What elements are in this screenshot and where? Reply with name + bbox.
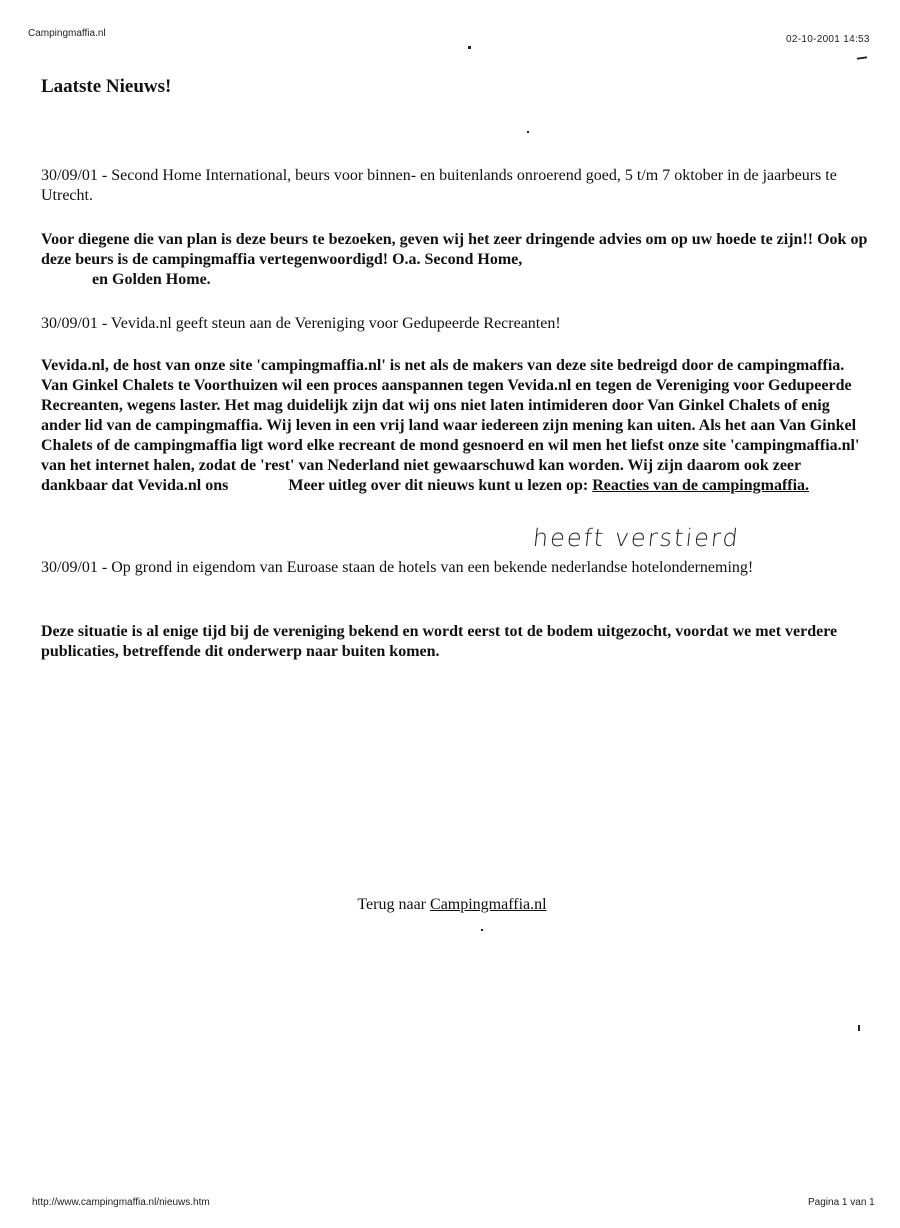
news-item-2-headline: 30/09/01 - Vevida.nl geeft steun aan de Vereniging voor Gedupeerde Recreanten! [41,315,561,332]
news-item-1-headline: 30/09/01 - Second Home International, beurs voor binnen- en buitenlands onroerend goed, 5 t/m 7 oktober in de jaarbeurs te Utrecht. [41,167,837,204]
handwritten-note: heeft verstierd [531,524,742,552]
news-item-1 [41,166,871,206]
back-link-prefix: Terug naar [357,896,427,913]
news-item-2-body [41,356,871,496]
news-item-3-body [41,622,871,662]
news-item-3-headline: 30/09/01 - Op grond in eigendom van Euroase staan de hotels van een bekende nederlandse hotelonderneming! [41,559,754,576]
news-item-1-body-text: Voor diegene die van plan is deze beurs te bezoeken, geven wij het zeer dringende advies om op uw hoede te zijn!! Ook op deze beurs is de campingmaffia vertegenwoordigd! O.a. Second Home, [41,231,868,268]
back-link-row [0,896,900,914]
scan-speck [857,56,867,59]
reacties-link[interactable]: Reacties van de campingmaffia. [592,477,810,494]
news-item-2-body-text: Vevida.nl, de host van onze site 'campingmaffia.nl' is net als de makers van deze site bedreigd door de campingmaffia. Van Ginkel Chalets te Voorthuizen wil een proces aanspannen tegen Vevida.nl en tegen de Vereniging voor Gedupeerde Recreanten, wegens laster. Het mag duidelijk zijn dat wij ons niet laten intimideren door Van Ginkel Chalets of enig ander lid van de campingmaffia. Wij leven in een vrij land waar iedereen zijn mening kan uiten. Als het aan Van Ginkel Chalets of de campingmaffia ligt word elke recreant de mond gesnoerd en wil men het liefst onze site 'campingmaffia.nl' van het internet halen, zodat de 'rest' van Nederland niet gewaarschuwd kan worden. Wij zijn daarom ook zeer dankbaar dat Vevida.nl ons [41,357,860,494]
scan-speck [527,131,529,133]
print-header-site: Campingmaffia.nl [28,28,106,39]
scan-speck [481,929,483,931]
news-item-3 [41,558,871,578]
scan-speck [858,1025,860,1031]
print-footer-page: Pagina 1 van 1 [808,1197,875,1208]
news-item-2-more-text: Meer uitleg over dit nieuws kunt u lezen op: [288,477,589,494]
news-item-1-body [41,230,871,290]
news-item-2 [41,314,871,334]
print-header-datetime: 02-10-2001 14:53 [786,34,870,45]
scan-speck [468,46,471,49]
print-footer-url: http://www.campingmaffia.nl/nieuws.htm [32,1197,210,1208]
news-item-1-body-tail: en Golden Home. [92,271,211,288]
campingmaffia-home-link[interactable]: Campingmaffia.nl [430,896,547,913]
news-item-3-body-text: Deze situatie is al enige tijd bij de vereniging bekend en wordt eerst tot de bodem uitgezocht, voordat we met verdere publicaties, betreffende dit onderwerp naar buiten komen. [41,623,838,660]
page-title: Laatste Nieuws! [41,76,172,97]
